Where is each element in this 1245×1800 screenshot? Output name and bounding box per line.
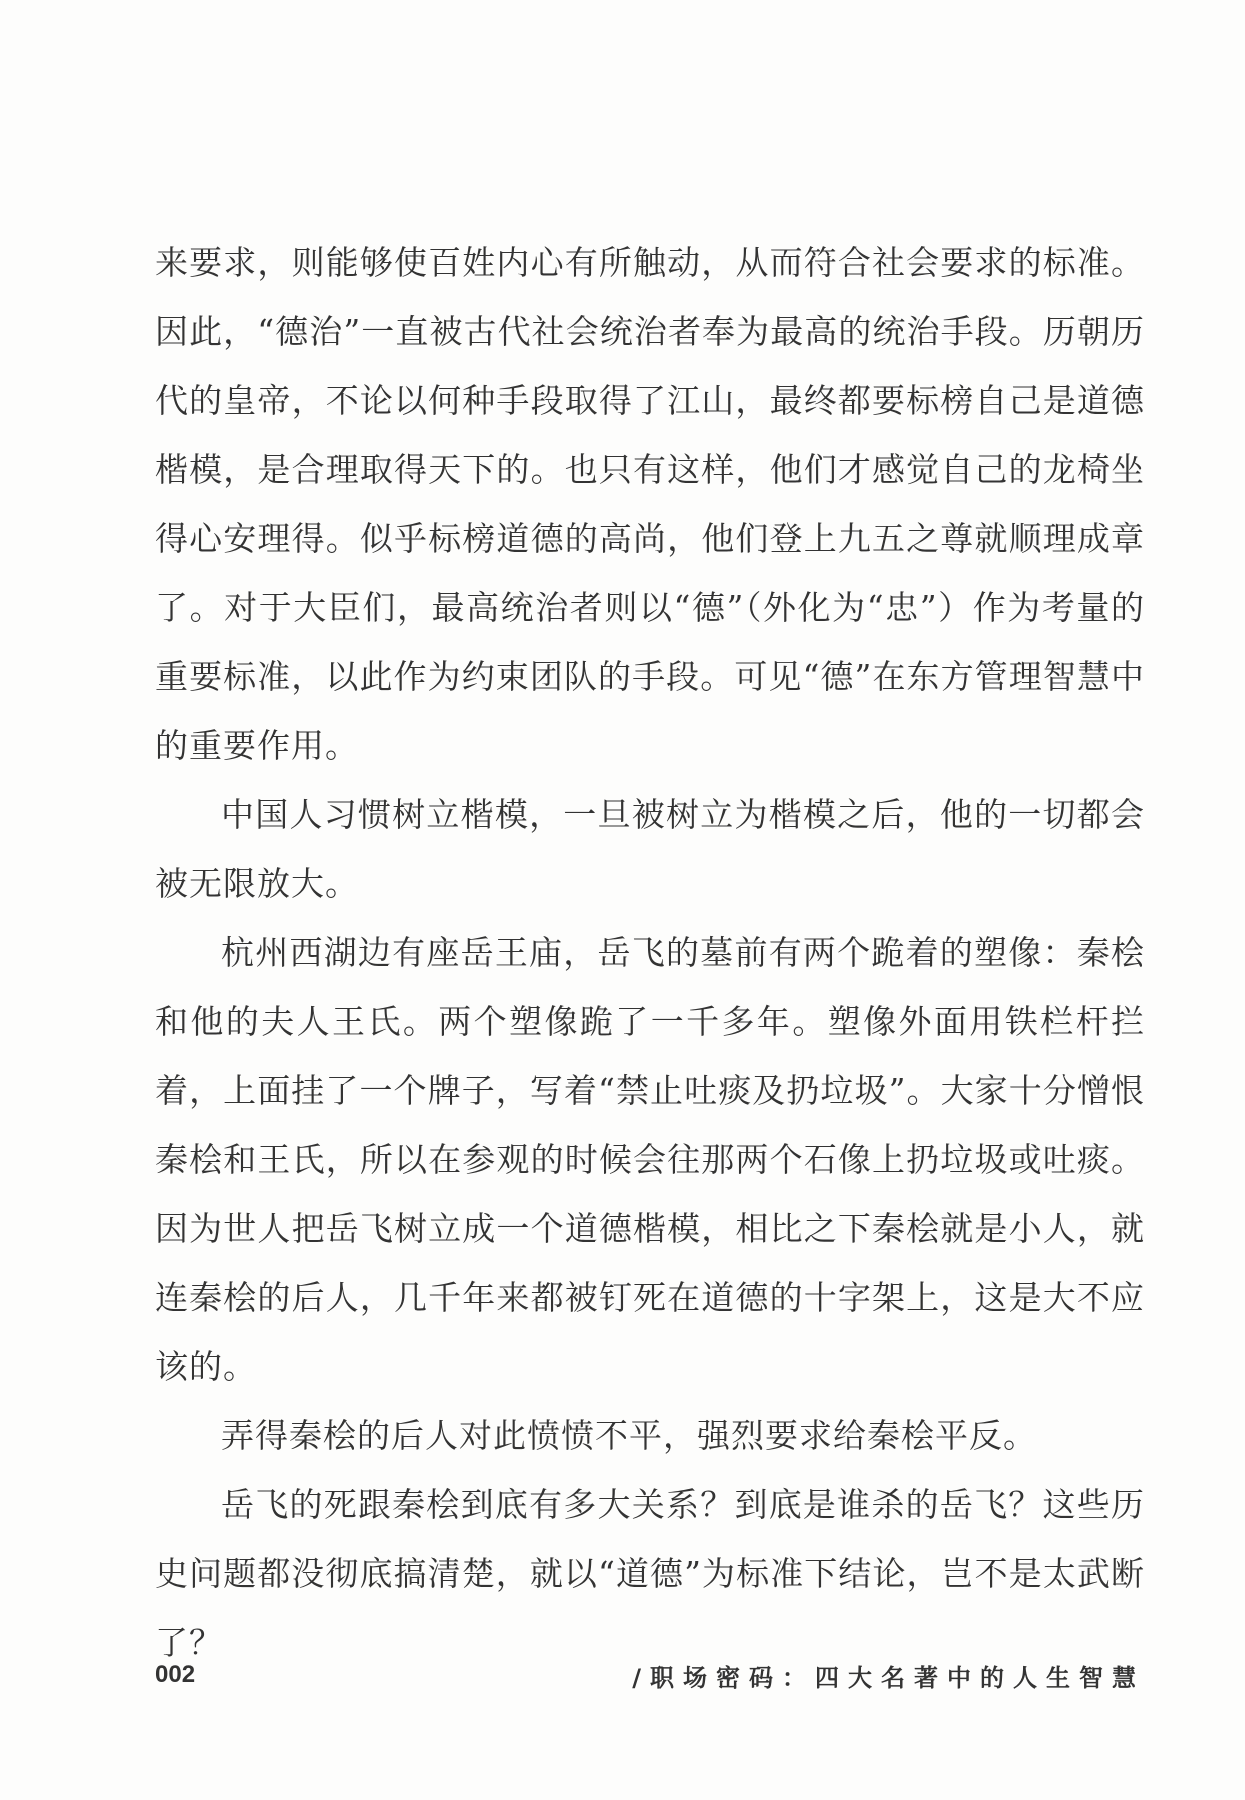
paragraph-4: 弄得秦桧的后人对此愤愤不平，强烈要求给秦桧平反。 [221,1416,1037,1455]
paragraph-3: 杭州西湖边有座岳王庙，岳飞的墓前有两个跪着的塑像：秦桧和他的夫人王氏。两个塑像跪了一千多年。塑像外面用铁栏杆拦着，上面挂了一个牌子，写着“禁止吐痰及扔垃圾”。大家十分憎恨秦桧和王氏，所以在参观的时候会往那两个石像上扔垃圾或吐痰。因为世人把岳飞树立成一个道德楷模，相比之下秦桧就是小人，就连秦桧的后人，几千年来都被钉死在道德的十字架上，这是大不应该的。 [155,933,1145,1386]
paragraph-5: 岳飞的死跟秦桧到底有多大关系？到底是谁杀的岳飞？这些历史问题都没彻底搞清楚，就以“道德”为标准下结论，岂不是太武断了？ [155,1485,1145,1662]
paragraph-2: 中国人习惯树立楷模，一旦被树立为楷模之后，他的一切都会被无限放大。 [155,795,1145,903]
paragraph-1: 来要求，则能够使百姓内心有所触动，从而符合社会要求的标准。因此，“德治”一直被古代社会统治者奉为最高的统治手段。历朝历代的皇帝，不论以何种手段取得了江山，最终都要标榜自己是道德楷模，是合理取得天下的。也只有这样，他们才感觉自己的龙椅坐得心安理得。似乎标榜道德的高尚，他们登上九五之尊就顺理成章了。对于大臣们，最高统治者则以“德”（外化为“忠”）作为考量的重要标准，以此作为约束团队的手段。可见“德”在东方管理智慧中的重要作用。 [155,243,1145,765]
page-number: 002 [155,1661,196,1688]
running-title: /职场密码：四大名著中的人生智慧 [632,1663,1145,1692]
body-text [155,228,1145,1677]
page-footer [155,1655,1145,1695]
